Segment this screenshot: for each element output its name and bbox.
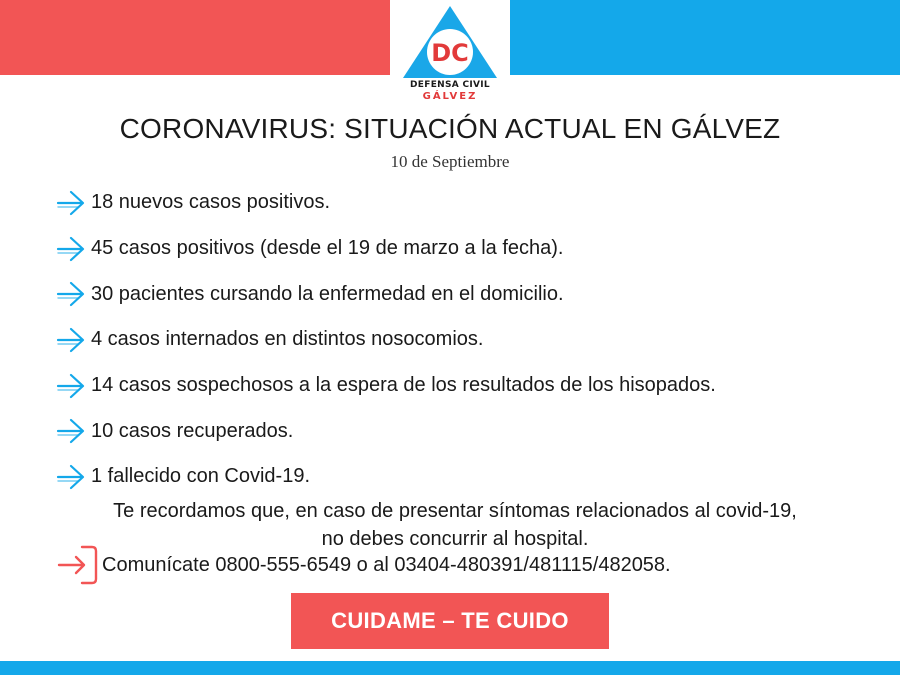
list-item	[56, 271, 856, 317]
list-item	[56, 363, 856, 409]
list-item-text: 45 casos positivos (desde el 19 de marzo a la fecha).	[91, 237, 564, 260]
list-item-text: 4 casos internados en distintos nosocomios.	[91, 328, 484, 351]
logo-line-1: DEFENSA CIVIL	[410, 80, 490, 90]
arrow-right-icon	[56, 371, 88, 401]
contact-text: Comunícate 0800-555-6549 o al 03404-480391/481115/482058.	[102, 553, 671, 576]
logo-triangle	[400, 4, 500, 82]
blue-footer-band	[0, 661, 900, 675]
defensa-civil-logo	[400, 4, 500, 108]
red-header-band	[0, 0, 390, 75]
arrow-right-icon	[56, 416, 88, 446]
list-item	[56, 454, 856, 500]
page-title: CORONAVIRUS: SITUACIÓN ACTUAL EN GÁLVEZ	[119, 113, 781, 144]
contact-line	[56, 541, 816, 589]
list-item-text: 18 nuevos casos positivos.	[91, 191, 331, 214]
arrow-right-icon	[56, 325, 88, 355]
list-item	[56, 226, 856, 272]
list-item-text: 10 casos recuperados.	[91, 419, 294, 442]
list-item	[56, 180, 856, 226]
date-label: 10 de Septiembre	[390, 152, 510, 171]
blue-header-band	[510, 0, 900, 75]
list-item-text: 14 casos sospechosos a la espera de los resultados de los hisopados.	[91, 374, 716, 397]
logo-initials: DC	[431, 39, 469, 67]
list-item	[56, 408, 856, 454]
list-item-text: 1 fallecido con Covid-19.	[91, 465, 311, 488]
logo-line-2: GÁLVEZ	[422, 91, 478, 102]
enter-icon	[56, 541, 100, 589]
arrow-right-icon	[56, 279, 88, 309]
list-item-text: 30 pacientes cursando la enfermedad en el domicilio.	[91, 282, 564, 305]
arrow-right-icon	[56, 462, 88, 492]
cuidame-te-cuido-button[interactable]: CUIDAME – TE CUIDO	[291, 593, 609, 649]
arrow-right-icon	[56, 234, 88, 264]
arrow-right-icon	[56, 188, 88, 218]
stats-list	[56, 180, 856, 500]
reminder-note: Te recordamos que, en caso de presentar síntomas relacionados al covid-19, no debes concurrir al hospital.	[113, 500, 797, 550]
list-item	[56, 317, 856, 363]
